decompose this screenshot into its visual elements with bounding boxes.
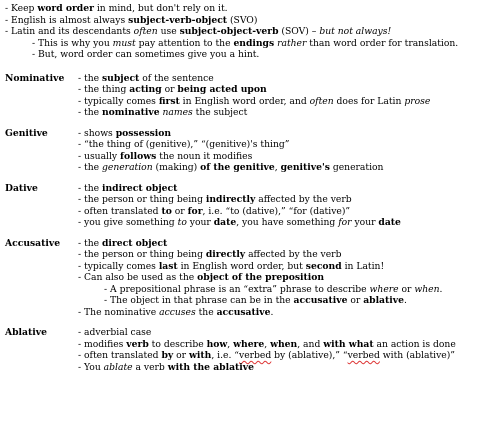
- case-note-line: [78, 362, 500, 374]
- text-run: to describe: [148, 338, 207, 350]
- text-run: - the thing: [78, 84, 130, 95]
- case-note-line: [78, 249, 500, 261]
- text-run: , i.e. “: [211, 350, 240, 361]
- case-notes: [78, 128, 500, 174]
- text-run: - The nominative: [78, 306, 160, 318]
- text-run: - the person or thing being: [78, 249, 206, 260]
- text-run: with: [189, 350, 212, 361]
- text-run: - you give something: [78, 217, 178, 228]
- text-run: the: [195, 306, 217, 318]
- text-run: - English is almost always: [5, 14, 129, 26]
- case-note-line: [78, 327, 500, 339]
- case-note-line: [78, 339, 500, 351]
- text-run: affected by the verb: [245, 249, 342, 260]
- text-run: - the: [78, 107, 102, 118]
- text-run: - usually: [78, 150, 121, 162]
- case-note-line: [78, 151, 500, 163]
- text-run: your: [186, 217, 214, 228]
- text-run: - often translated: [78, 205, 162, 217]
- text-run: ,: [264, 338, 271, 350]
- text-run: .: [439, 283, 443, 295]
- text-run: endings: [233, 37, 275, 49]
- text-run: or: [171, 205, 188, 217]
- text-run: rather: [277, 37, 307, 49]
- text-run: ,: [227, 338, 234, 350]
- text-run: second: [305, 260, 342, 272]
- text-run: - A prepositional phrase is an “extra” phrase to describe: [104, 283, 370, 295]
- text-run: or: [161, 84, 178, 95]
- text-run: genitive's: [280, 162, 330, 173]
- text-run: but not always!: [319, 26, 392, 37]
- case-note-line: [78, 206, 500, 218]
- text-run: direct object: [102, 237, 168, 249]
- text-run: often: [133, 26, 158, 37]
- case-notes: [78, 327, 500, 373]
- case-section-ablative: [5, 327, 500, 373]
- case-note-line: [78, 261, 500, 273]
- case-note-line: [78, 295, 500, 307]
- text-run: in Latin!: [341, 260, 385, 272]
- text-run: object of the preposition: [197, 272, 325, 283]
- text-run: or: [398, 283, 415, 295]
- intro-line: [5, 38, 500, 50]
- text-run: subject: [102, 72, 140, 84]
- text-run: , and: [297, 338, 324, 350]
- text-run: - shows: [78, 127, 116, 139]
- text-run: a verb: [132, 361, 168, 373]
- case-note-line: [78, 139, 500, 151]
- text-run: must: [112, 37, 136, 49]
- text-run: an action is done: [373, 338, 456, 350]
- case-note-line: [78, 194, 500, 206]
- text-run: - Can also be used as the: [78, 272, 198, 283]
- text-run: subject-verb-object: [128, 14, 228, 26]
- intro-notes: [5, 3, 500, 61]
- text-run: acting: [129, 84, 162, 95]
- text-run: does for Latin: [333, 95, 405, 107]
- case-note-line: [78, 284, 500, 296]
- text-run: .: [403, 295, 407, 306]
- text-run: subject-object-verb: [179, 26, 279, 37]
- case-note-line: [78, 73, 500, 85]
- text-run: with the ablative: [167, 361, 254, 373]
- text-run: ablate: [103, 361, 133, 373]
- text-run: ,: [274, 162, 281, 173]
- text-run: (SOV) –: [278, 26, 320, 37]
- text-run: - the person or thing being: [78, 194, 206, 205]
- text-run: verbed: [239, 350, 272, 361]
- intro-line: [5, 49, 500, 61]
- text-run: - adverbial case: [78, 327, 152, 338]
- text-run: - the: [78, 237, 102, 249]
- text-run: follows: [120, 150, 157, 162]
- case-name: Dative: [5, 182, 38, 194]
- text-run: date: [213, 217, 237, 228]
- text-run: often: [309, 95, 334, 107]
- text-run: - Keep: [5, 3, 38, 14]
- text-run: - often translated: [78, 350, 162, 361]
- text-run: .: [270, 306, 274, 318]
- text-run: of the genitive: [200, 162, 275, 173]
- text-run: in English word order, and: [179, 95, 310, 107]
- text-run: indirectly: [205, 194, 256, 205]
- text-run: - But, word order can sometimes give you a hint.: [32, 49, 260, 60]
- text-run: directly: [205, 249, 246, 260]
- case-note-line: [78, 96, 500, 108]
- case-name: Nominative: [5, 72, 65, 84]
- case-note-line: [78, 183, 500, 195]
- text-run: - typically comes: [78, 95, 159, 107]
- text-run: by: [161, 350, 174, 361]
- case-section-accusative: [5, 238, 500, 319]
- text-run: - the: [78, 182, 102, 194]
- text-run: , i.e. “to (dative),” “for (dative)”: [202, 205, 351, 217]
- case-list: [5, 73, 500, 374]
- text-run: accusative: [293, 295, 348, 306]
- case-note-line: [78, 128, 500, 140]
- case-note-line: [78, 107, 500, 119]
- text-run: possession: [115, 127, 172, 139]
- case-note-line: [78, 350, 500, 362]
- text-run: - the: [78, 72, 102, 84]
- case-note-line: [78, 84, 500, 96]
- text-run: by (ablative),” “: [271, 350, 348, 361]
- text-run: how: [206, 338, 228, 350]
- text-run: pay attention to the: [135, 37, 234, 49]
- text-run: - You: [78, 361, 104, 373]
- text-run: affected by the verb: [255, 194, 352, 205]
- text-run: with (ablative)”: [379, 350, 455, 361]
- case-section-nominative: [5, 73, 500, 119]
- text-run: of the sentence: [139, 72, 214, 84]
- text-run: - modifies: [78, 338, 127, 350]
- text-run: first: [158, 95, 180, 107]
- text-run: - Latin and its descendants: [5, 26, 134, 37]
- case-note-line: [78, 238, 500, 250]
- case-section-dative: [5, 183, 500, 229]
- text-run: with what: [323, 338, 374, 350]
- text-run: or: [347, 295, 364, 306]
- case-notes: [78, 238, 500, 319]
- text-run: accuses: [159, 306, 196, 318]
- intro-line: [5, 26, 500, 38]
- text-run: where: [233, 338, 265, 350]
- text-run: the subject: [192, 107, 248, 118]
- text-run: (making): [152, 162, 201, 173]
- text-run: names: [162, 107, 193, 118]
- text-run: your: [351, 217, 379, 228]
- text-run: verbed: [347, 350, 380, 361]
- intro-line: [5, 15, 500, 27]
- text-run: - The object in that phrase can be in the: [104, 295, 294, 306]
- text-run: to: [161, 205, 172, 217]
- text-run: prose: [404, 95, 431, 107]
- text-run: in mind, but don't rely on it.: [93, 3, 228, 14]
- text-run: - typically comes: [78, 260, 159, 272]
- text-run: (SVO): [227, 14, 258, 26]
- text-run: - This is why you: [32, 37, 113, 49]
- text-run: generation: [102, 162, 153, 173]
- text-run: where: [369, 283, 399, 295]
- case-note-line: [78, 272, 500, 284]
- text-run: or: [173, 350, 189, 361]
- text-run: accusative: [216, 306, 271, 318]
- text-run: the noun it modifies: [156, 150, 253, 162]
- case-name: Genitive: [5, 127, 48, 139]
- text-run: , you have something: [236, 217, 339, 228]
- text-run: indirect object: [102, 182, 178, 194]
- case-name: Ablative: [5, 327, 47, 338]
- text-run: nominative: [102, 107, 160, 118]
- text-run: being acted upon: [177, 84, 267, 95]
- text-run: use: [157, 26, 180, 37]
- text-run: in English word order, but: [177, 260, 306, 272]
- intro-line: [5, 3, 500, 15]
- text-run: - the: [78, 162, 102, 173]
- text-run: to: [177, 217, 187, 228]
- case-note-line: [78, 217, 500, 229]
- case-notes: [78, 183, 500, 229]
- case-section-genitive: [5, 128, 500, 174]
- text-run: generation: [329, 162, 384, 173]
- case-note-line: [78, 307, 500, 319]
- case-name: Accusative: [5, 237, 61, 249]
- text-run: for: [338, 217, 352, 228]
- text-run: verb: [126, 338, 149, 350]
- text-run: word order: [37, 3, 94, 14]
- text-run: - “the thing of (genitive),” “(genitive)'s thing”: [78, 139, 290, 150]
- case-note-line: [78, 162, 500, 174]
- text-run: when: [270, 338, 298, 350]
- text-run: date: [378, 217, 401, 228]
- text-run: than word order for translation.: [306, 37, 459, 49]
- text-run: for: [187, 205, 203, 217]
- text-run: ablative: [363, 295, 404, 306]
- case-notes: [78, 73, 500, 119]
- text-run: last: [158, 260, 178, 272]
- text-run: when: [414, 283, 440, 295]
